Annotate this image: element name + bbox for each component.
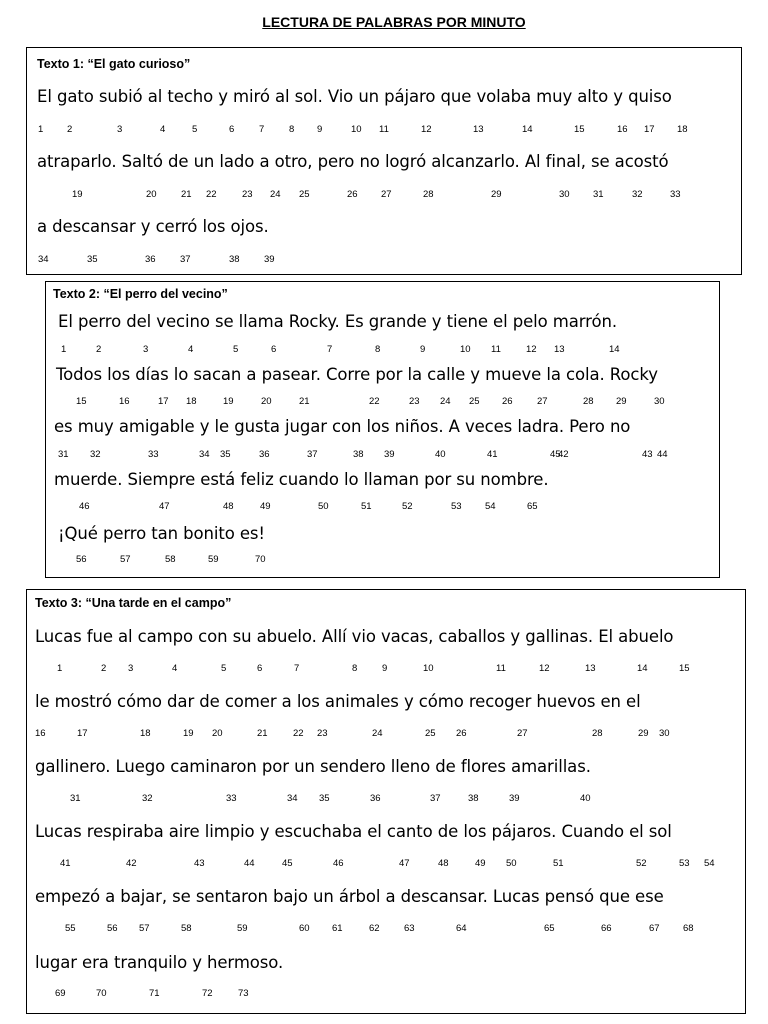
word-count-number: 27 — [517, 728, 528, 739]
word-count-number: 25 — [425, 728, 436, 739]
word-count-number: 32 — [142, 793, 153, 804]
word-count-number: 35 — [87, 254, 98, 265]
word-count-number: 20 — [261, 396, 272, 407]
text-box-1 — [26, 47, 742, 275]
word-count-number: 41 — [487, 449, 498, 460]
word-count-number: 57 — [139, 923, 150, 934]
word-count-number: 4 — [188, 344, 194, 355]
word-count-number: 55 — [65, 923, 76, 934]
word-count-row — [27, 923, 745, 935]
word-count-number: 33 — [226, 793, 237, 804]
word-count-number: 24 — [372, 728, 383, 739]
word-count-number: 10 — [423, 663, 434, 674]
word-count-number: 10 — [460, 344, 471, 355]
word-count-number: 35 — [319, 793, 330, 804]
word-count-number: 2 — [67, 124, 73, 135]
word-count-number: 26 — [456, 728, 467, 739]
word-count-number: 5 — [221, 663, 227, 674]
word-count-number: 31 — [58, 449, 69, 460]
text-3-line-2: le mostró cómo dar de comer a los animales y cómo recoger huevos en el — [35, 692, 641, 711]
word-count-number: 29 — [491, 189, 502, 200]
text-3-line-5: empezó a bajar, se sentaron bajo un árbol a descansar. Lucas pensó que ese — [35, 887, 664, 906]
word-count-number: 51 — [553, 858, 564, 869]
word-count-number: 57 — [120, 554, 131, 565]
word-count-number: 11 — [496, 663, 506, 674]
word-count-number: 10 — [351, 124, 362, 135]
word-count-number: 21 — [257, 728, 268, 739]
word-count-number: 37 — [180, 254, 191, 265]
word-count-number: 19 — [223, 396, 234, 407]
word-count-number: 36 — [145, 254, 156, 265]
text-2-line-2: Todos los días lo sacan a pasear. Corre por la calle y mueve la cola. Rocky — [56, 365, 658, 384]
word-count-number: 52 — [636, 858, 647, 869]
word-count-number: 47 — [399, 858, 410, 869]
word-count-number: 7 — [327, 344, 333, 355]
text-box-2 — [45, 281, 720, 578]
word-count-number: 64 — [456, 923, 467, 934]
word-count-number: 53 — [679, 858, 690, 869]
word-count-number: 1 — [57, 663, 63, 674]
word-count-number: 14 — [637, 663, 648, 674]
word-count-number: 37 — [307, 449, 318, 460]
word-count-number: 63 — [404, 923, 415, 934]
word-count-number: 25 — [299, 189, 310, 200]
word-count-number: 27 — [381, 189, 392, 200]
word-count-number: 54 — [485, 501, 496, 512]
word-count-number: 18 — [186, 396, 197, 407]
word-count-number: 25 — [469, 396, 480, 407]
word-count-number: 1 — [38, 124, 44, 135]
word-count-row — [46, 554, 719, 566]
text-3-line-3: gallinero. Luego caminaron por un sendero lleno de flores amarillas. — [35, 757, 591, 776]
word-count-number: 58 — [165, 554, 176, 565]
word-count-number: 6 — [271, 344, 277, 355]
word-count-number: 34 — [199, 449, 210, 460]
word-count-row — [27, 728, 745, 740]
word-count-number: 11 — [379, 124, 389, 135]
text-1-line-1: El gato subió al techo y miró al sol. Vio un pájaro que volaba muy alto y quiso — [37, 87, 672, 106]
word-count-number: 39 — [264, 254, 275, 265]
word-count-number: 5 — [233, 344, 239, 355]
word-count-number: 18 — [140, 728, 151, 739]
word-count-number: 35 — [220, 449, 231, 460]
word-count-number: 42 — [126, 858, 137, 869]
word-count-number: 38 — [353, 449, 364, 460]
word-count-number: 11 — [491, 344, 501, 355]
text-2-title: Texto 2: “El perro del vecino” — [53, 287, 228, 301]
word-count-number: 48 — [438, 858, 449, 869]
word-count-number: 8 — [289, 124, 295, 135]
word-count-number: 62 — [369, 923, 380, 934]
word-count-number: 53 — [451, 501, 462, 512]
word-count-number: 3 — [117, 124, 123, 135]
word-count-number: 9 — [420, 344, 426, 355]
word-count-number: 12 — [539, 663, 550, 674]
text-3-line-1: Lucas fue al campo con su abuelo. Allí vio vacas, caballos y gallinas. El abuelo — [35, 627, 674, 646]
word-count-number: 8 — [352, 663, 358, 674]
word-count-number: 13 — [585, 663, 596, 674]
text-1-line-3: a descansar y cerró los ojos. — [37, 217, 269, 236]
text-2-line-4: muerde. Siempre está feliz cuando lo llaman por su nombre. — [54, 470, 549, 489]
word-count-number: 46 — [333, 858, 344, 869]
word-count-number: 23 — [409, 396, 420, 407]
word-count-number: 34 — [38, 254, 49, 265]
word-count-number: 4 — [172, 663, 178, 674]
word-count-number: 34 — [287, 793, 298, 804]
word-count-number: 28 — [423, 189, 434, 200]
word-count-number: 24 — [440, 396, 451, 407]
word-count-number: 3 — [143, 344, 149, 355]
word-count-number: 29 — [638, 728, 649, 739]
word-count-number: 44 — [244, 858, 255, 869]
word-count-number: 17 — [644, 124, 655, 135]
word-count-number: 22 — [206, 189, 217, 200]
word-count-number: 50 — [506, 858, 517, 869]
word-count-number: 66 — [601, 923, 612, 934]
word-count-number: 65 — [527, 501, 538, 512]
word-count-number: 16 — [617, 124, 628, 135]
word-count-number: 33 — [148, 449, 159, 460]
word-count-number: 13 — [473, 124, 484, 135]
word-count-number: 39 — [384, 449, 395, 460]
text-1-title: Texto 1: “El gato curioso” — [37, 57, 191, 71]
word-count-number: 2 — [101, 663, 107, 674]
text-box-3 — [26, 589, 746, 1014]
word-count-number: 36 — [370, 793, 381, 804]
word-count-number: 70 — [96, 988, 107, 999]
word-count-number: 60 — [299, 923, 310, 934]
word-count-number: 40 — [580, 793, 591, 804]
text-3-line-6: lugar era tranquilo y hermoso. — [35, 953, 284, 972]
word-count-row — [46, 396, 719, 408]
word-count-number: 1 — [61, 344, 67, 355]
word-count-number: 2 — [96, 344, 102, 355]
word-count-number: 71 — [149, 988, 160, 999]
word-count-number: 22 — [293, 728, 304, 739]
word-count-number: 12 — [421, 124, 432, 135]
word-count-number: 6 — [257, 663, 263, 674]
word-count-number: 40 — [435, 449, 446, 460]
word-count-number: 52 — [402, 501, 413, 512]
word-count-number: 15 — [574, 124, 585, 135]
word-count-number: 15 — [76, 396, 87, 407]
word-count-number: 14 — [609, 344, 620, 355]
word-count-number: 19 — [183, 728, 194, 739]
word-count-number: 54 — [704, 858, 715, 869]
word-count-number: 28 — [592, 728, 603, 739]
word-count-number: 36 — [259, 449, 270, 460]
word-count-number: 9 — [382, 663, 388, 674]
word-count-number: 7 — [294, 663, 300, 674]
word-count-number: 72 — [202, 988, 213, 999]
word-count-row — [27, 858, 745, 870]
word-count-number: 43 — [194, 858, 205, 869]
word-count-number: 49 — [475, 858, 486, 869]
word-count-number: 68 — [683, 923, 694, 934]
word-count-number: 13 — [554, 344, 565, 355]
word-count-number: 37 — [430, 793, 441, 804]
word-count-number: 30 — [654, 396, 665, 407]
word-count-number: 28 — [583, 396, 594, 407]
word-count-number: 26 — [347, 189, 358, 200]
word-count-number: 14 — [522, 124, 533, 135]
word-count-number: 70 — [255, 554, 266, 565]
word-count-number: 5 — [192, 124, 198, 135]
word-count-number: 50 — [318, 501, 329, 512]
word-count-number: 22 — [369, 396, 380, 407]
word-count-number: 31 — [593, 189, 604, 200]
word-count-number: 3 — [128, 663, 134, 674]
word-count-number: 26 — [502, 396, 513, 407]
word-count-number: 23 — [317, 728, 328, 739]
word-count-number: 15 — [679, 663, 690, 674]
word-count-number: 27 — [537, 396, 548, 407]
word-count-number: 20 — [212, 728, 223, 739]
word-count-number: 59 — [208, 554, 219, 565]
text-3-title: Texto 3: “Una tarde en el campo” — [35, 596, 232, 610]
word-count-number: 29 — [616, 396, 627, 407]
word-count-number: 67 — [649, 923, 660, 934]
word-count-number: 59 — [237, 923, 248, 934]
word-count-number: 9 — [317, 124, 323, 135]
word-count-number: 56 — [107, 923, 118, 934]
word-count-number: 39 — [509, 793, 520, 804]
word-count-number: 48 — [223, 501, 234, 512]
text-2-line-3: es muy amigable y le gusta jugar con los niños. A veces ladra. Pero no — [54, 417, 631, 436]
word-count-number: 17 — [77, 728, 88, 739]
word-count-number: 8 — [375, 344, 381, 355]
word-count-number: 7 — [259, 124, 265, 135]
word-count-row — [27, 124, 741, 136]
word-count-row — [46, 344, 719, 356]
word-count-number: 58 — [181, 923, 192, 934]
word-count-number: 45 — [550, 449, 561, 460]
word-count-number: 18 — [677, 124, 688, 135]
word-count-number: 23 — [242, 189, 253, 200]
word-count-number: 41 — [60, 858, 71, 869]
word-count-number: 56 — [76, 554, 87, 565]
word-count-number: 30 — [659, 728, 670, 739]
word-count-number: 16 — [35, 728, 46, 739]
word-count-number: 38 — [229, 254, 240, 265]
word-count-number: 69 — [55, 988, 66, 999]
word-count-number: 4 — [160, 124, 166, 135]
word-count-row — [27, 189, 741, 201]
text-2-line-1: El perro del vecino se llama Rocky. Es grande y tiene el pelo marrón. — [58, 312, 617, 331]
word-count-number: 42 — [558, 449, 569, 460]
word-count-number: 12 — [526, 344, 537, 355]
word-count-number: 44 — [657, 449, 668, 460]
word-count-number: 49 — [260, 501, 271, 512]
word-count-row — [46, 449, 719, 461]
word-count-number: 32 — [90, 449, 101, 460]
word-count-number: 33 — [670, 189, 681, 200]
word-count-number: 21 — [299, 396, 310, 407]
word-count-number: 51 — [361, 501, 372, 512]
word-count-row — [27, 254, 741, 266]
word-count-number: 17 — [158, 396, 169, 407]
word-count-number: 73 — [238, 988, 249, 999]
word-count-number: 38 — [468, 793, 479, 804]
word-count-number: 24 — [270, 189, 281, 200]
word-count-number: 32 — [632, 189, 643, 200]
word-count-number: 30 — [559, 189, 570, 200]
word-count-number: 16 — [119, 396, 130, 407]
text-1-line-2: atraparlo. Saltó de un lado a otro, pero no logró alcanzarlo. Al final, se acostó — [37, 152, 669, 171]
word-count-number: 6 — [229, 124, 235, 135]
word-count-number: 21 — [181, 189, 192, 200]
word-count-number: 20 — [146, 189, 157, 200]
word-count-row — [27, 988, 745, 1000]
word-count-number: 65 — [544, 923, 555, 934]
word-count-row — [46, 501, 719, 513]
text-3-line-4: Lucas respiraba aire limpio y escuchaba el canto de los pájaros. Cuando el sol — [35, 822, 672, 841]
word-count-number: 43 — [642, 449, 653, 460]
word-count-row — [27, 663, 745, 675]
word-count-row — [27, 793, 745, 805]
word-count-number: 47 — [159, 501, 170, 512]
word-count-number: 31 — [70, 793, 81, 804]
word-count-number: 19 — [72, 189, 83, 200]
word-count-number: 61 — [332, 923, 343, 934]
text-2-line-5: ¡Qué perro tan bonito es! — [58, 524, 265, 543]
word-count-number: 45 — [282, 858, 293, 869]
worksheet-title: LECTURA DE PALABRAS POR MINUTO — [262, 14, 526, 30]
word-count-number: 46 — [79, 501, 90, 512]
